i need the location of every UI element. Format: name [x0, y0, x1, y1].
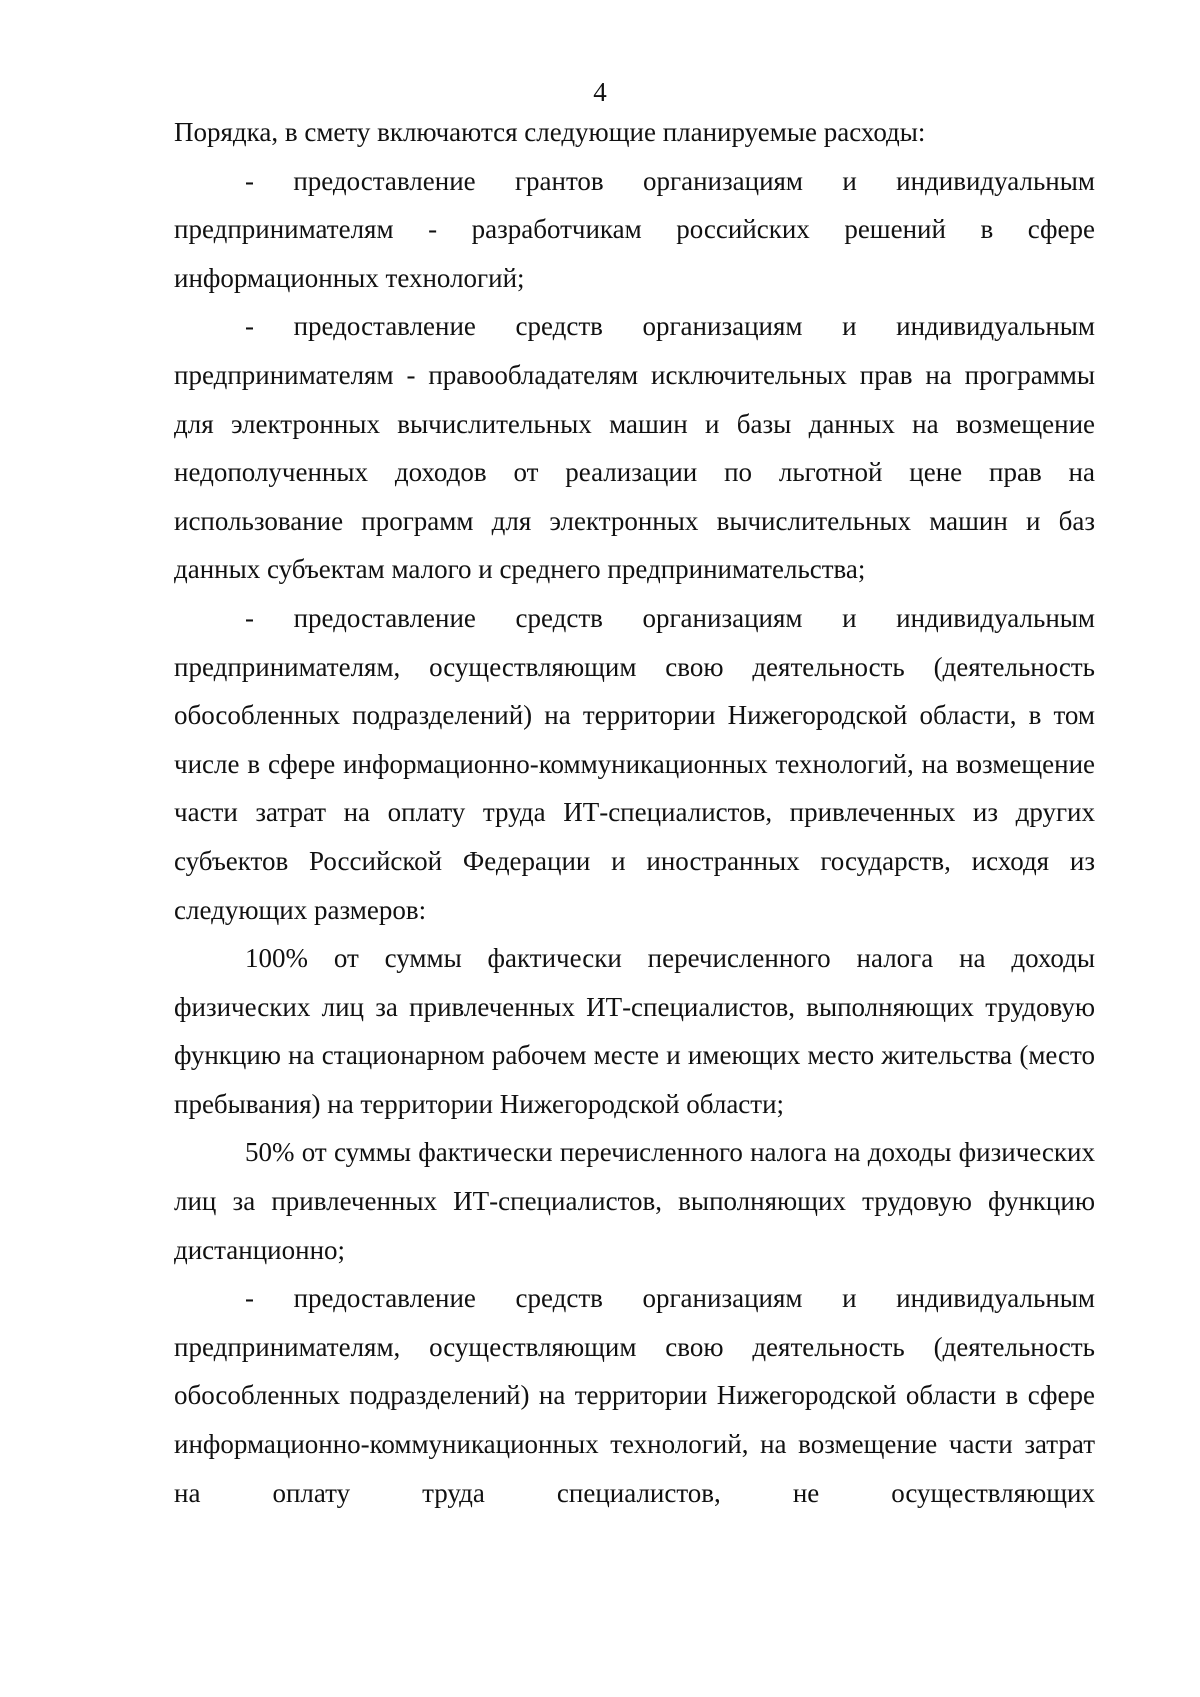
paragraph-rights-holders: - предоставление средств организациям и индивидуальным предпринимателям - правообладателям исключительных прав на программы для электронных вычислительных машин и базы данных на возмещение недополученных доходов от реализации по льготной цене прав на использование программ для электронных вычислительных машин и баз данных субъектам малого и среднего предпринимательства;	[174, 311, 1095, 585]
page-number: 4	[593, 77, 607, 107]
paragraph-it-specialists: - предоставление средств организациям и индивидуальным предпринимателям, осуществляющим свою деятельность (деятельность обособленных подразделений) на территории Нижегородской области, в том числе в сфере информационно-коммуникационных технологий, на возмещение части затрат на оплату труда ИТ-специалистов, привлеченных из других субъектов Российской Федерации и иностранных государств, исходя из следующих размеров:	[174, 602, 1095, 925]
paragraph-rate-50: 50% от суммы фактически перечисленного налога на доходы физических лиц за привлеченных ИТ-специалистов, выполняющих трудовую функцию дистанционно;	[174, 1137, 1095, 1265]
document-body	[174, 108, 1095, 1517]
paragraph-rate-100: 100% от суммы фактически перечисленного налога на доходы физических лиц за привлеченных ИТ-специалистов, выполняющих трудовую функцию на стационарном рабочем месте и имеющих место жительства (место пребывания) на территории Нижегородской области;	[174, 943, 1095, 1119]
paragraph-specialists: - предоставление средств организациям и индивидуальным предпринимателям, осуществляющим свою деятельность (деятельность обособленных подразделений) на территории Нижегородской области в сфере информационно-коммуникационных технологий, на возмещение части затрат на оплату труда специалистов, не осуществляющих	[174, 1283, 1095, 1508]
paragraph-intro: Порядка, в смету включаются следующие планируемые расходы:	[174, 117, 926, 147]
paragraph-grants: - предоставление грантов организациям и индивидуальным предпринимателям - разработчикам российских решений в сфере информационных технологий;	[174, 165, 1095, 293]
